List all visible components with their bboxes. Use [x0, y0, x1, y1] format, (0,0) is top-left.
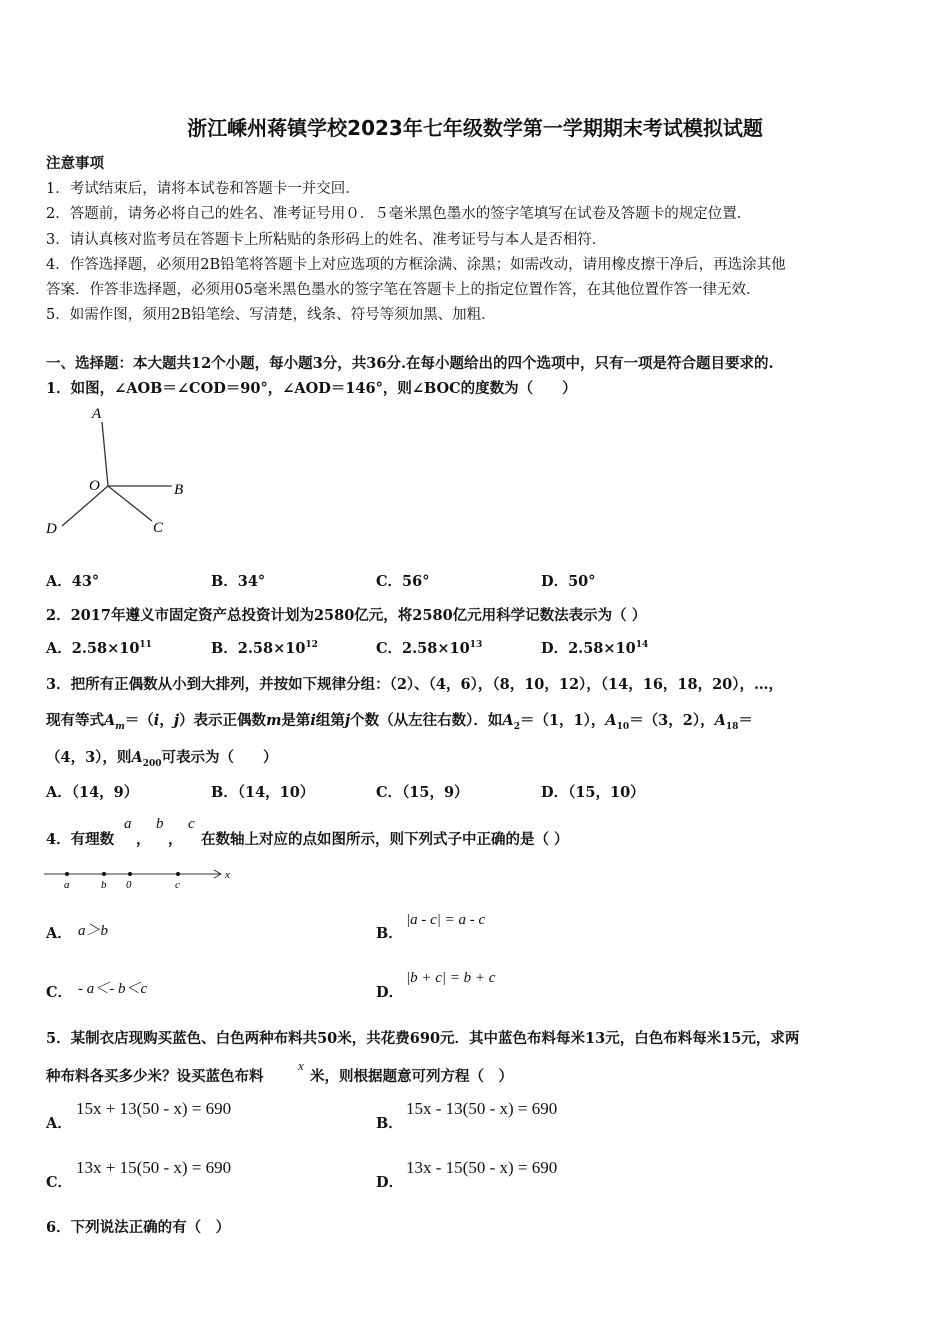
question-5-line2-end: 米，则根据题意可列方程（ ） — [310, 1068, 513, 1085]
axis-label-zero: 0 — [126, 879, 132, 890]
point-c — [176, 872, 180, 876]
q4-option-b-label[interactable]: B． — [376, 925, 403, 942]
question-5-line2-start: 种布料各买多少米？设买蓝色布料 — [46, 1068, 264, 1085]
question-6-stem: 6．下列说法正确的有（ ） — [46, 1219, 231, 1236]
q3-option-d[interactable]: D．（15，10） — [541, 784, 645, 801]
question-4-stem-end: 在数轴上对应的点如图所示，则下列式子中正确的是（ ） — [201, 831, 569, 848]
q2-option-c[interactable]: C．$2.58\times 10^{13}$ — [376, 640, 483, 657]
q4-option-b-expr: |a - c| = a - c — [406, 912, 486, 928]
q2-option-d[interactable]: D．$2.58\times 10^{14}$ — [541, 640, 649, 657]
q2-option-b[interactable]: B．$2.58\times 10^{12}$ — [211, 640, 318, 657]
q1-option-b[interactable]: B．34° — [211, 573, 266, 590]
label-O: O — [89, 478, 100, 494]
question-3-line3: （4，3），则$A_{200}$可表示为（ ） — [46, 749, 278, 769]
q4-option-d-expr: |b + c| = b + c — [406, 970, 496, 986]
question-4-stem-start: 4．有理数 — [46, 831, 115, 848]
question-3-line2: 现有等式$A_m=(i$，j）表示正偶数m是第i组第j个数（从左往右数）．如$A_2=(1$，1），$A_{10}=(3$，2），$A_{18}=$ — [46, 712, 753, 732]
axis-label-x: x — [225, 869, 230, 881]
q1-option-c[interactable]: C．56° — [376, 573, 430, 590]
q3-option-b[interactable]: B．（14，10） — [211, 784, 315, 801]
notes-heading: 注意事项 — [46, 155, 104, 172]
question-3-line1: 3．把所有正偶数从小到大排列，并按如下规律分组：（2）、（4，6），（8，10，12），（14，16，18，20），…， — [46, 676, 784, 693]
separator: ， — [136, 831, 151, 848]
section-heading: 一、选择题：本大题共12个小题，每小题3分，共36分.在每小题给出的四个选项中，只有一项是符合题目要求的. — [46, 355, 774, 372]
q5-option-b-label[interactable]: B． — [376, 1115, 403, 1132]
note-item: 2．答题前，请务必将自己的姓名、准考证号用０．５毫米黑色墨水的签字笔填写在试卷及答题卡的规定位置． — [46, 206, 752, 222]
q1-option-a[interactable]: A．43° — [46, 573, 100, 590]
note-item: 3．请认真核对监考员在答题卡上所粘贴的条形码上的姓名、准考证号与本人是否相符． — [46, 232, 607, 248]
axis-label-c: c — [175, 879, 180, 890]
q4-option-d-label[interactable]: D． — [376, 984, 404, 1001]
q4-option-a-label[interactable]: A． — [46, 925, 72, 942]
q3-option-c[interactable]: C．（15，9） — [376, 784, 469, 801]
label-C: C — [153, 520, 164, 536]
note-item: 5．如需作图，须用2B铅笔绘、写清楚，线条、符号等须加黑、加粗． — [46, 307, 496, 323]
label-B: B — [174, 482, 184, 498]
q4-option-c-expr: - a＜- b＜c — [78, 981, 148, 997]
q5-option-a-label[interactable]: A． — [46, 1115, 72, 1132]
q3-option-a[interactable]: A．（14，9） — [46, 784, 139, 801]
var-x: x — [298, 1058, 304, 1073]
question-1-stem: 1．如图，∠AOB＝∠COD＝90°，∠AOD＝146°，则∠BOC的度数为（ ） — [46, 380, 577, 397]
point-b — [102, 872, 106, 876]
q4-option-c-label[interactable]: C． — [46, 984, 73, 1001]
page-title: 浙江嵊州蒋镇学校2023年七年级数学第一学期期末考试模拟试题 — [187, 116, 763, 140]
q5-option-c-expr: 13x + 15(50 - x) = 690 — [76, 1158, 232, 1177]
axis-label-b: b — [101, 879, 107, 890]
var-a: a — [124, 816, 132, 832]
q4-option-a-expr: a＞b — [78, 923, 109, 939]
note-item: 1．考试结束后，请将本试卷和答题卡一并交回． — [46, 181, 360, 197]
number-line — [40, 864, 240, 890]
var-b: b — [156, 816, 164, 832]
q5-option-a-expr: 15x + 13(50 - x) = 690 — [76, 1099, 232, 1118]
angle-figure — [40, 400, 200, 540]
label-A: A — [92, 406, 102, 422]
label-D: D — [46, 521, 57, 537]
q5-option-d-expr: 13x - 15(50 - x) = 690 — [406, 1158, 558, 1177]
separator: ， — [168, 831, 183, 848]
question-5-line1: 5．某制衣店现购买蓝色、白色两种布料共50米，共花费690元．其中蓝色布料每米13元，白色布料每米15元，求两 — [46, 1030, 800, 1047]
q5-option-b-expr: 15x - 13(50 - x) = 690 — [406, 1099, 558, 1118]
q1-option-d[interactable]: D．50° — [541, 573, 596, 590]
point-zero — [128, 872, 132, 876]
point-a — [65, 872, 69, 876]
note-item: 答案．作答非选择题，必须用05毫米黑色墨水的签字笔在答题卡上的指定位置作答，在其他位置作答一律无效． — [46, 282, 761, 298]
q5-option-d-label[interactable]: D． — [376, 1174, 404, 1191]
var-c: c — [188, 816, 195, 832]
question-2-stem: 2．2017年遵义市固定资产总投资计划为2580亿元，将2580亿元用科学记数法表示为（ ） — [46, 607, 647, 624]
q5-option-c-label[interactable]: C． — [46, 1174, 73, 1191]
axis-label-a: a — [64, 879, 70, 890]
note-item: 4．作答选择题，必须用2B铅笔将答题卡上对应选项的方框涂满、涂黑；如需改动，请用橡皮擦干净后，再选涂其他 — [46, 257, 786, 273]
q2-option-a[interactable]: A．$2.58\times 10^{11}$ — [46, 640, 152, 657]
